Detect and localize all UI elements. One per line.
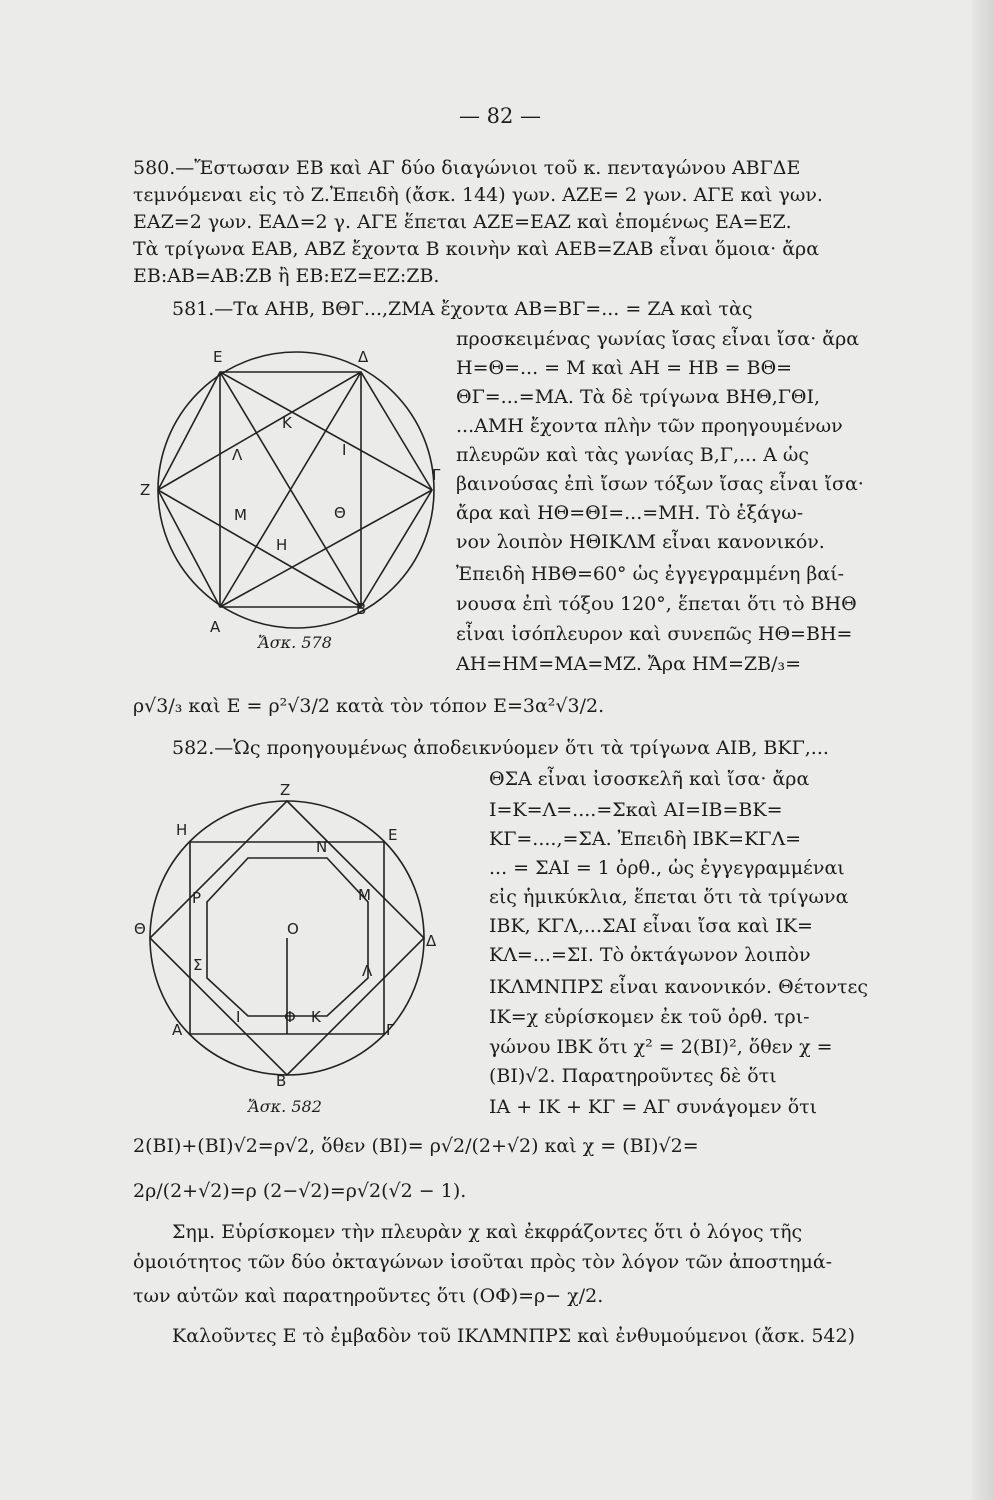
ex580-line-1: 580.—Ἔστωσαν ΕΒ καὶ ΑΓ δύο διαγώνιοι τοῦ κ. πενταγώνου ΑΒΓΔΕ	[133, 157, 801, 179]
ex581-line-10: Ἐπειδὴ ΗΒΘ=60° ὡς ἐγγεγραμμένη βαί-	[456, 563, 845, 585]
fig582-label-K: Κ	[311, 1008, 321, 1026]
ex582-line-15: 2ρ/(2+√2)=ρ (2−√2)=ρ√2(√2 − 1).	[133, 1180, 467, 1202]
page-number: — 82 —	[458, 104, 542, 128]
ex582-line-3: Ι=Κ=Λ=....=Σκαὶ ΑΙ=ΙΒ=ΒΚ=	[489, 799, 783, 821]
ex582-line-13: ΙΑ + ΙΚ + ΚΓ = ΑΓ συνάγομεν ὅτι	[489, 1096, 818, 1118]
ex582-line-11: γώνου ΙΒΚ ὅτι χ² = 2(ΒΙ)², ὅθεν χ =	[489, 1036, 833, 1058]
ex582-line-1: 582.—Ὡς προηγουμένως ἀποδεικνύομεν ὅτι τὰ τρίγωνα ΑΙΒ, ΒΚΓ,...	[172, 737, 829, 759]
fig582-label-M: Μ	[358, 886, 371, 904]
fig578-label-H: Η	[276, 536, 288, 554]
ex581-line-11: νουσα ἐπὶ τόξου 120°, ἕπεται ὅτι τὸ ΒΗΘ	[456, 593, 857, 615]
fig578-label-I: Ι	[342, 441, 347, 459]
fig578-label-D: Δ	[358, 348, 369, 366]
fig578-label-Th: Θ	[334, 504, 346, 522]
fig582-label-G: Γ	[386, 1021, 395, 1039]
ex580-line-4: Τὰ τρίγωνα ΕΑΒ, ΑΒΖ ἔχοντα Β κοινὴν καὶ ΑΕΒ=ΖΑΒ εἶναι ὅμοια· ἄρα	[133, 238, 820, 260]
fig582-label-B: Β	[276, 1072, 287, 1090]
fig578-label-A: Α	[210, 618, 221, 636]
ex580-line-5: ΕΒ:ΑΒ=ΑΒ:ΖΒ ἢ ΕΒ:ΕΖ=ΕΖ:ΖΒ.	[133, 265, 440, 287]
ex581-line-3: Η=Θ=... = Μ καὶ ΑΗ = ΗΒ = ΒΘ=	[456, 357, 793, 379]
ex581-line-7: βαινούσας ἐπὶ ἴσων τόξων ἴσας εἶναι ἴσα·	[456, 473, 864, 495]
fig578-caption: Ἄσκ. 578	[258, 633, 332, 652]
fig582-caption: Ἄσκ. 582	[248, 1097, 322, 1116]
fig578-label-K: Κ	[282, 414, 292, 432]
fig582-label-O: Ο	[287, 920, 299, 938]
ex581-line-14: ρ√3/₃ καὶ Ε = ρ²√3/2 κατὰ τὸν τόπον Ε=3α²√3/2.	[133, 695, 605, 717]
ex582-line-6: εἰς ἡμικύκλια, ἕπεται ὅτι τὰ τρίγωνα	[489, 886, 849, 908]
ex581-line-5: ...ΑΜΗ ἔχοντα πλὴν τῶν προηγουμένων	[456, 415, 843, 437]
fig578-label-Z: Ζ	[140, 481, 151, 499]
ex582-line-5: ... = ΣΑΙ = 1 ὀρθ., ὡς ἐγγεγραμμέναι	[489, 857, 845, 879]
fig578-label-G: Γ	[432, 466, 441, 484]
ex581-line-8: ἄρα καὶ ΗΘ=ΘΙ=...=ΜΗ. Τὸ ἑξάγω-	[456, 502, 804, 524]
fig578-label-E: Ε	[213, 348, 223, 366]
fig582-label-D: Δ	[426, 932, 437, 950]
ex580-line-3: ΕΑΖ=2 γων. ΕΑΔ=2 γ. ΑΓΕ ἕπεται ΑΖΕ=ΕΑΖ καὶ ἑπομένως ΕΑ=ΕΖ.	[133, 211, 792, 233]
ex582-line-10: ΙΚ=χ εὑρίσκομεν ἐκ τοῦ ὀρθ. τρι-	[489, 1006, 810, 1028]
ex582-line-14: 2(ΒΙ)+(ΒΙ)√2=ρ√2, ὅθεν (ΒΙ)= ρ√2/(2+√2) καὶ χ = (ΒΙ)√2=	[133, 1135, 699, 1157]
fig582-label-Th: Θ	[134, 920, 146, 938]
fig582-label-A: Α	[172, 1021, 183, 1039]
fig582-label-E: Ε	[388, 826, 398, 844]
fig582-label-F: Φ	[284, 1008, 296, 1026]
ex580-line-2: τεμνόμεναι εἰς τὸ Ζ.Ἐπειδὴ (ἄσκ. 144) γων. ΑΖΕ= 2 γων. ΑΓΕ καὶ γων.	[133, 184, 823, 206]
fig582-label-S: Σ	[193, 956, 203, 974]
ex582-line-12: (ΒΙ)√2. Παρατηροῦντες δὲ ὅτι	[489, 1065, 777, 1087]
ex582-line-9: ΙΚΛΜΝΠΡΣ εἶναι κανονικόν. Θέτοντες	[489, 976, 869, 998]
fig582-label-I: Ι	[236, 1008, 241, 1026]
ex581-line-6: πλευρῶν καὶ τὰς γωνίας Β,Γ,... Α ὡς	[456, 444, 810, 466]
ex581-line-12: εἶναι ἰσόπλευρον καὶ συνεπῶς ΗΘ=ΒΗ=	[456, 623, 853, 645]
fig582-label-H: Η	[176, 821, 188, 839]
ex582-line-8: ΚΛ=...=ΣΙ. Τὸ ὀκτάγωνον λοιπὸν	[489, 944, 811, 966]
fig578-label-M: Μ	[234, 506, 247, 524]
ex581-line-4: ΘΓ=...=ΜΑ. Τὰ δὲ τρίγωνα ΒΗΘ,ΓΘΙ,	[456, 386, 821, 408]
ex581-line-1: 581.—Τα ΑΗΒ, ΒΘΓ...,ΖΜΑ ἔχοντα ΑΒ=ΒΓ=... = ΖΑ καὶ τὰς	[172, 298, 753, 320]
fig582-label-L: Λ	[362, 962, 373, 980]
fig582-label-P: Ρ	[192, 889, 202, 907]
note-line-3: των αὐτῶν καὶ παρατηροῦντες ὅτι (ΟΦ)=ρ− χ/2.	[133, 1285, 604, 1307]
fig582-label-N: Ν	[316, 838, 328, 856]
ex581-line-9: νον λοιπὸν ΗΘΙΚΛΜ εἶναι κανονικόν.	[456, 531, 825, 553]
ex582-line-7: ΙΒΚ, ΚΓΛ,...ΣΑΙ εἶναι ἴσα καὶ ΙΚ=	[489, 915, 813, 937]
ex581-line-13: ΑΗ=ΗΜ=ΜΑ=ΜΖ. Ἄρα ΗΜ=ΖΒ/₃=	[456, 653, 802, 675]
final-line: Καλοῦντες Ε τὸ ἐμβαδὸν τοῦ ΙΚΛΜΝΠΡΣ καὶ ἐνθυμούμενοι (ἄσκ. 542)	[172, 1325, 856, 1347]
note-line-1: Σημ. Εὑρίσκομεν τὴν πλευρὰν χ καὶ ἐκφράζοντες ὅτι ὁ λόγος τῆς	[172, 1221, 803, 1243]
ex582-line-2: ΘΣΑ εἶναι ἰσοσκελῆ καὶ ἴσα· ἄρα	[489, 768, 810, 790]
ex581-line-2: προσκειμένας γωνίας ἴσας εἶναι ἴσα· ἄρα	[456, 328, 860, 350]
fig578-label-L: Λ	[232, 446, 243, 464]
fig582-label-Z: Ζ	[280, 781, 291, 799]
fig578-label-B: Β	[356, 600, 367, 618]
ex582-line-4: ΚΓ=....,=ΣΑ. Ἐπειδὴ ΙΒΚ=ΚΓΛ=	[489, 828, 802, 850]
note-line-2: ὁμοιότητος τῶν δύο ὀκταγώνων ἰσοῦται πρὸς τὸν λόγον τῶν ἀποστημά-	[133, 1251, 833, 1273]
